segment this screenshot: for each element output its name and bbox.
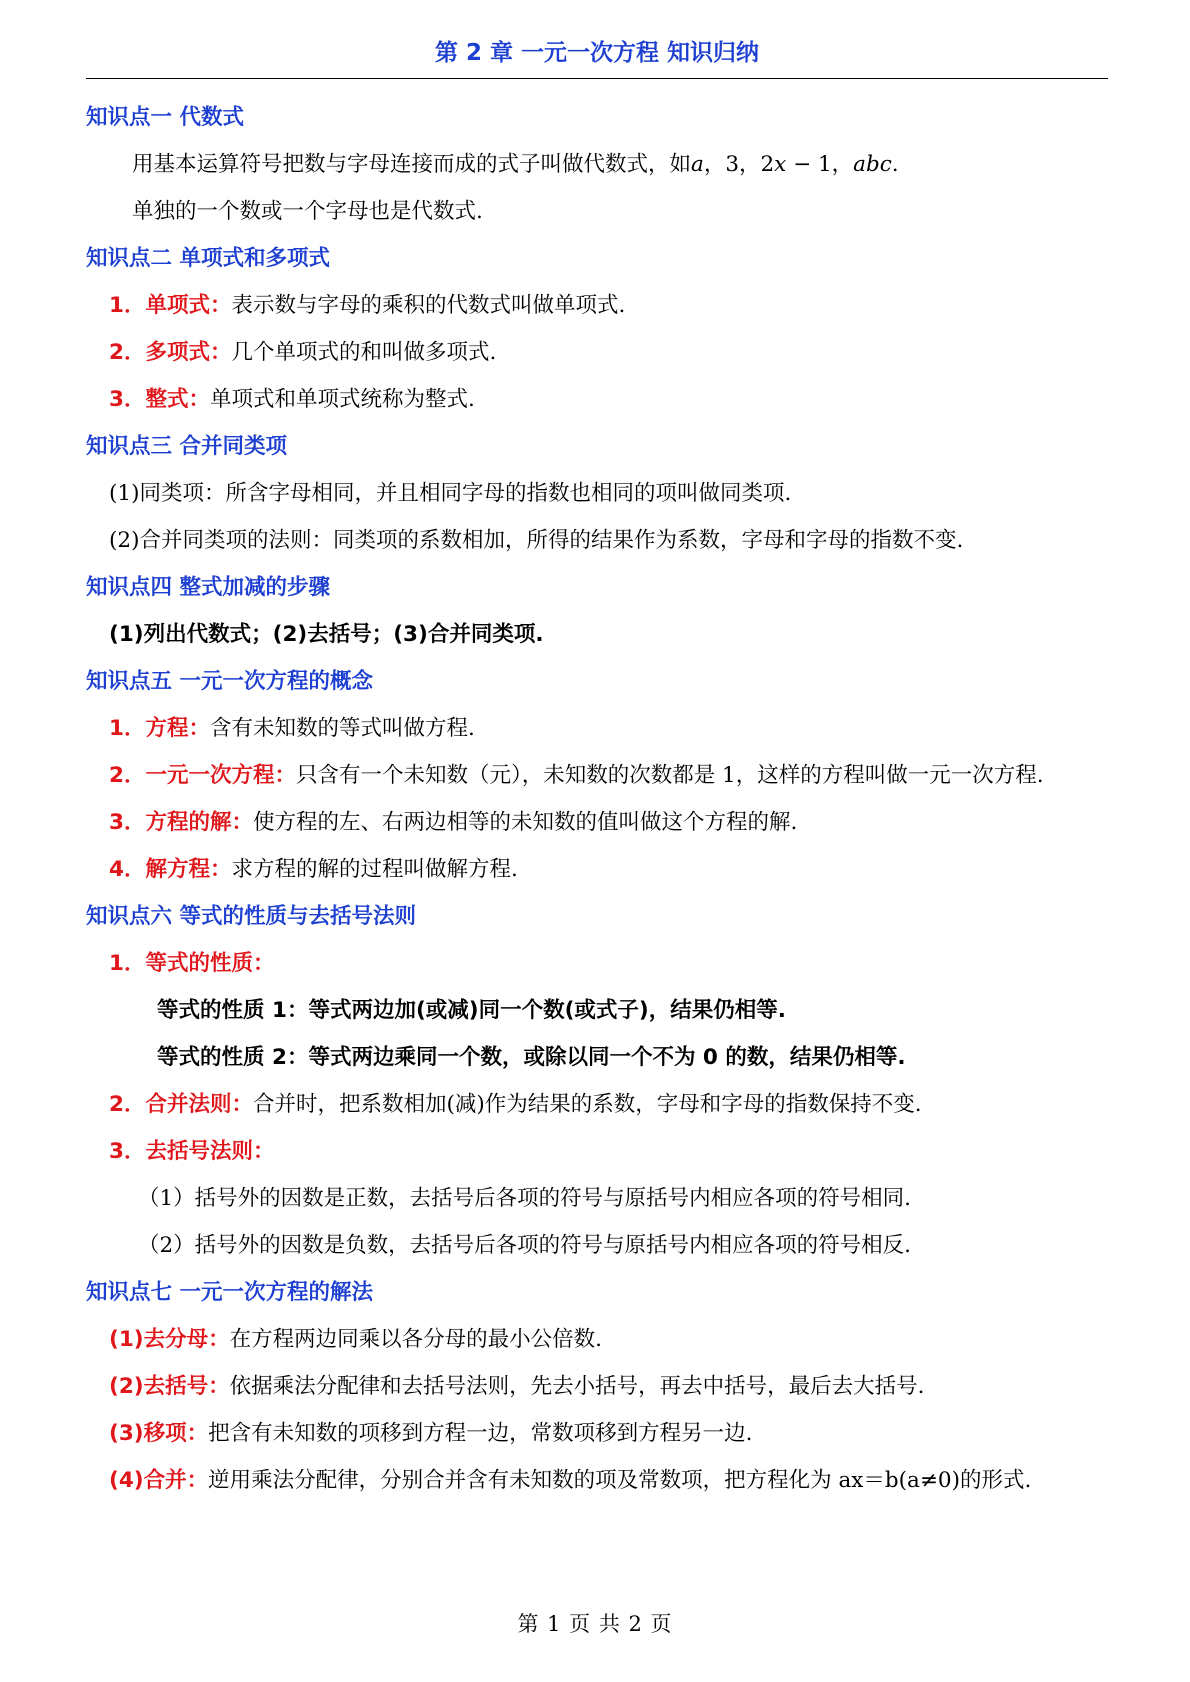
item-label: (4)合并： bbox=[109, 1468, 209, 1493]
header-divider bbox=[86, 78, 1108, 79]
property-2: 等式的性质 2：等式两边乘同一个数，或除以同一个不为 0 的数，结果仍相等. bbox=[157, 1045, 906, 1070]
section-1-text: 用基本运算符号把数与字母连接而成的式子叫做代数式，如𝑎，3，2𝑥 − 1，𝑎𝑏𝑐. bbox=[132, 152, 899, 177]
list-item bbox=[86, 752, 1108, 799]
item-label: (3)移项： bbox=[109, 1421, 209, 1446]
item-text: 合并时，把系数相加(减)作为结果的系数，字母和字母的指数保持不变. bbox=[252, 1092, 922, 1117]
item-text: 把含有未知数的项移到方程一边，常数项移到方程另一边. bbox=[208, 1421, 753, 1446]
item-label: (2)去括号： bbox=[109, 1374, 230, 1399]
section-4-text: (1)列出代数式；(2)去括号；(3)合并同类项. bbox=[109, 622, 544, 647]
rule-1: （1）括号外的因数是正数，去括号后各项的符号与原括号内相应各项的符号相同. bbox=[138, 1186, 912, 1211]
list-item bbox=[86, 846, 1108, 893]
list-item bbox=[86, 799, 1108, 846]
property-1: 等式的性质 1：等式两边加(或减)同一个数(或式子)，结果仍相等. bbox=[157, 998, 786, 1023]
page-title: 第 2 章 一元一次方程 知识归纳 bbox=[434, 40, 760, 66]
item-label: 2．一元一次方程： bbox=[109, 763, 296, 788]
section-1-title: 知识点一 代数式 bbox=[86, 105, 244, 130]
list-item bbox=[86, 1363, 1108, 1410]
section-2-title: 知识点二 单项式和多项式 bbox=[86, 246, 330, 271]
item-text: 逆用乘法分配律，分别合并含有未知数的项及常数项，把方程化为 ax＝b(a≠0)的形式. bbox=[208, 1468, 1032, 1493]
list-item bbox=[86, 1081, 1108, 1128]
list-item-label: 3．去括号法则： bbox=[109, 1139, 275, 1164]
item-text: 单项式和单项式统称为整式. bbox=[209, 387, 475, 412]
list-item bbox=[86, 1410, 1108, 1457]
section-7-title: 知识点七 一元一次方程的解法 bbox=[86, 1280, 373, 1305]
item-label: 1．方程： bbox=[109, 716, 210, 741]
page-number: 第 1 页 共 2 页 bbox=[517, 1612, 673, 1636]
item-text: 依据乘法分配律和去括号法则，先去小括号，再去中括号，最后去大括号. bbox=[229, 1374, 925, 1399]
section-3-text: (2)合并同类项的法则：同类项的系数相加，所得的结果作为系数，字母和字母的指数不变. bbox=[109, 528, 964, 553]
item-text: 含有未知数的等式叫做方程. bbox=[209, 716, 475, 741]
list-item bbox=[86, 705, 1108, 752]
item-label: 4．解方程： bbox=[109, 857, 232, 882]
section-3-text: (1)同类项：所含字母相同，并且相同字母的指数也相同的项叫做同类项. bbox=[109, 481, 792, 506]
list-item bbox=[86, 1457, 1108, 1504]
item-text: 表示数与字母的乘积的代数式叫做单项式. bbox=[231, 293, 626, 318]
section-3-title: 知识点三 合并同类项 bbox=[86, 434, 287, 459]
item-label: 3．方程的解： bbox=[109, 810, 253, 835]
item-text: 几个单项式的和叫做多项式. bbox=[231, 340, 497, 365]
document-body bbox=[86, 94, 1108, 1504]
item-label: 2．多项式： bbox=[109, 340, 232, 365]
item-label: 2．合并法则： bbox=[109, 1092, 253, 1117]
section-4-title: 知识点四 整式加减的步骤 bbox=[86, 575, 330, 600]
item-label: 3．整式： bbox=[109, 387, 210, 412]
section-1-text: 单独的一个数或一个字母也是代数式. bbox=[132, 199, 483, 224]
rule-2: （2）括号外的因数是负数，去括号后各项的符号与原括号内相应各项的符号相反. bbox=[138, 1233, 912, 1258]
item-label: 1．单项式： bbox=[109, 293, 232, 318]
list-item bbox=[86, 329, 1108, 376]
item-label: (1)去分母： bbox=[109, 1327, 230, 1352]
list-item bbox=[86, 1316, 1108, 1363]
section-5-title: 知识点五 一元一次方程的概念 bbox=[86, 669, 373, 694]
item-text: 求方程的解的过程叫做解方程. bbox=[231, 857, 518, 882]
list-item bbox=[86, 282, 1108, 329]
list-item bbox=[86, 376, 1108, 423]
item-text: 只含有一个未知数（元），未知数的次数都是 1，这样的方程叫做一元一次方程. bbox=[295, 763, 1044, 788]
list-item-label: 1．等式的性质： bbox=[109, 951, 275, 976]
item-text: 使方程的左、右两边相等的未知数的值叫做这个方程的解. bbox=[252, 810, 798, 835]
section-6-title: 知识点六 等式的性质与去括号法则 bbox=[86, 904, 416, 929]
item-text: 在方程两边同乘以各分母的最小公倍数. bbox=[229, 1327, 602, 1352]
